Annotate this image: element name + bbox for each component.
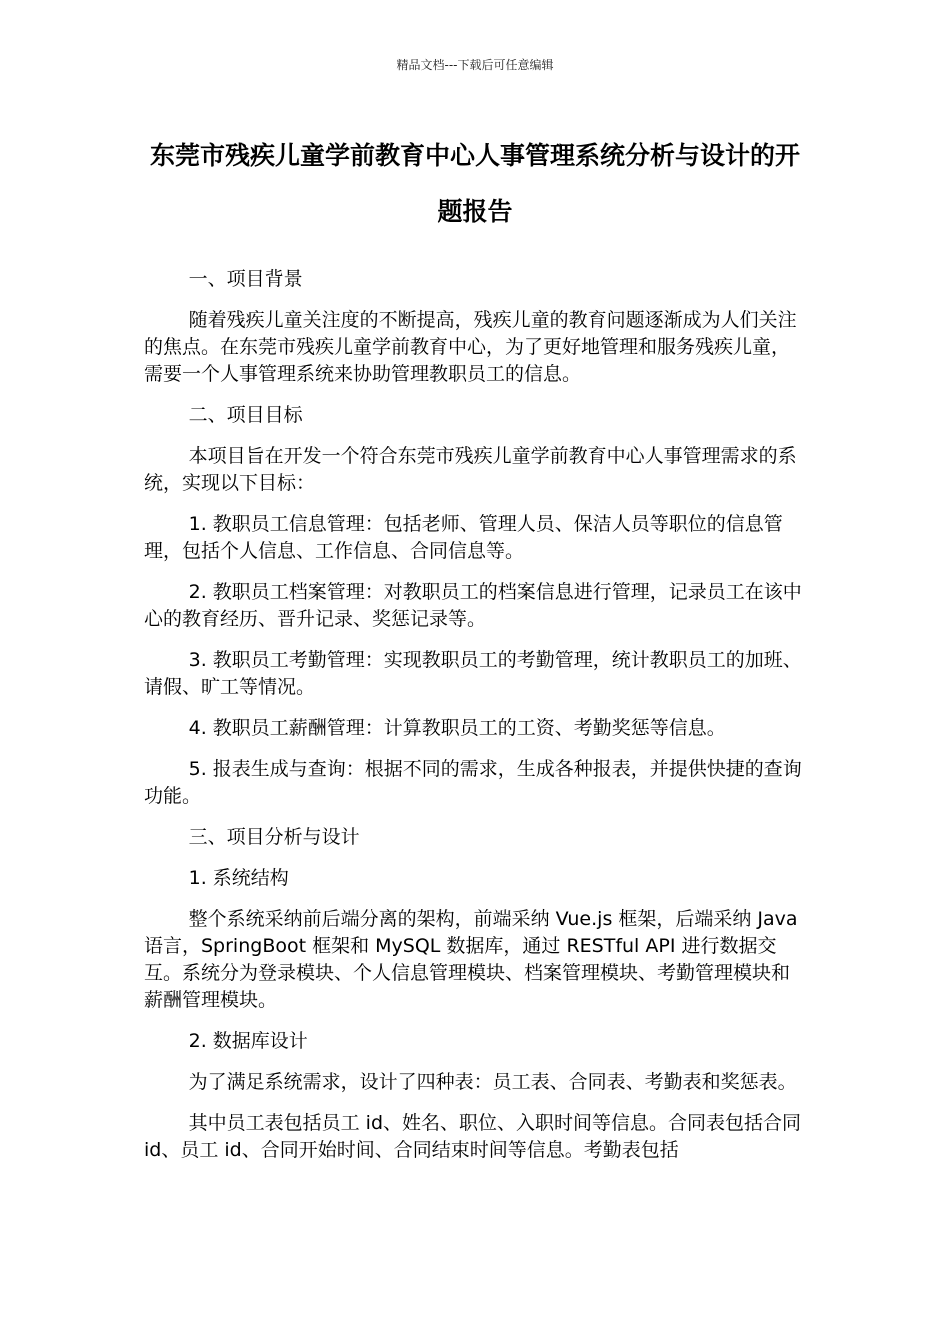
list-item-goal-1: 1. 教职员工信息管理：包括老师、管理人员、保洁人员等职位的信息管理，包括个人信息、工作信息、合同信息等。 bbox=[144, 513, 783, 562]
header-note: 精品文档---下载后可任意编辑 bbox=[396, 58, 554, 72]
paragraph-goals-intro: 本项目旨在开发一个符合东莞市残疾儿童学前教育中心人事管理需求的系统，实现以下目标： bbox=[144, 445, 797, 494]
subheading-system-structure: 1. 系统结构 bbox=[188, 867, 289, 889]
paragraph-background: 随着残疾儿童关注度的不断提高，残疾儿童的教育问题逐渐成为人们关注的焦点。在东莞市残疾儿童学前教育中心，为了更好地管理和服务残疾儿童，需要一个人事管理系统来协助管理教职员工的信息。 bbox=[144, 309, 797, 385]
paragraph-system-structure: 整个系统采纳前后端分离的架构，前端采纳 Vue.js 框架，后端采纳 Java 语言，SpringBoot 框架和 MySQL 数据库，通过 RESTful API 进行数据交互。系统分为登录模块、个人信息管理模块、档案管理模块、考勤管理模块和薪酬管理模块。 bbox=[144, 908, 798, 1011]
section-heading-goals: 二、项目目标 bbox=[188, 404, 303, 426]
section-heading-analysis: 三、项目分析与设计 bbox=[188, 826, 360, 848]
list-item-goal-4: 4. 教职员工薪酬管理：计算教职员工的工资、考勤奖惩等信息。 bbox=[188, 717, 726, 739]
subheading-database-design: 2. 数据库设计 bbox=[188, 1030, 308, 1052]
list-item-goal-3: 3. 教职员工考勤管理：实现教职员工的考勤管理，统计教职员工的加班、请假、旷工等情况。 bbox=[144, 649, 802, 698]
list-item-goal-2: 2. 教职员工档案管理：对教职员工的档案信息进行管理，记录员工在该中心的教育经历、晋升记录、奖惩记录等。 bbox=[144, 581, 802, 630]
paragraph-database-intro: 为了满足系统需求，设计了四种表：员工表、合同表、考勤表和奖惩表。 bbox=[188, 1071, 797, 1093]
list-item-goal-5: 5. 报表生成与查询：根据不同的需求，生成各种报表，并提供快捷的查询功能。 bbox=[144, 758, 802, 807]
section-heading-background: 一、项目背景 bbox=[188, 268, 303, 290]
document-body bbox=[144, 266, 804, 1178]
document-title: 东莞市残疾儿童学前教育中心人事管理系统分析与设计的开题报告 bbox=[149, 141, 800, 226]
paragraph-database-tables: 其中员工表包括员工 id、姓名、职位、入职时间等信息。合同表包括合同 id、员工 id、合同开始时间、合同结束时间等信息。考勤表包括 bbox=[144, 1112, 802, 1161]
